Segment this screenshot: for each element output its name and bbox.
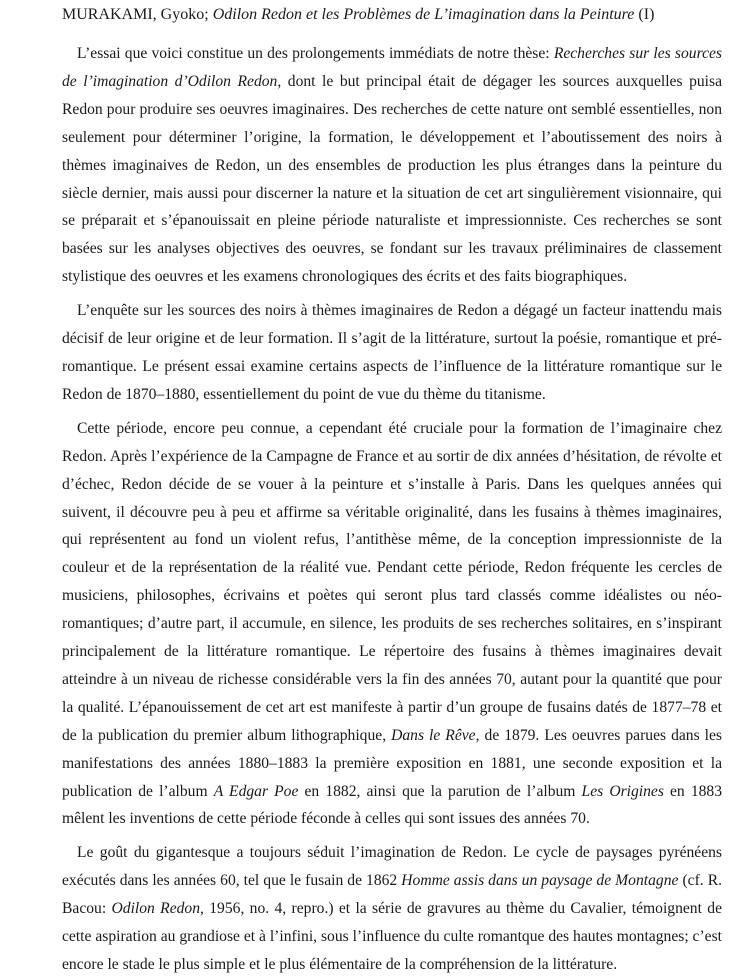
p1-text-a: L’essai que voici constitue un des prolongements immédiats de notre thèse: [77,45,554,62]
p2-text: L’enquête sur les sources des noirs à thèmes imaginaires de Redon a dégagé un facteur inattendu mais décisif de leur origine et de leur formation. Il s’agit de la littérature, surtout la poésie, romantique et pré-romantique. Le présent essai examine certains aspects de l’influence de la littérature romantique sur le Redon de 1870–1880, essentiellement du point de vue du thème du titanisme. [62,302,722,403]
paragraph-3 [62,415,722,834]
p3-text-e: en 1882, ainsi que la parution de l’album [298,782,582,800]
p4-text-e: , 1956, no. 4, repro.) et la série de gravures au thème du Cavalier, témoignent de cette aspiration au grandiose et à l’infini, sous l’influence du culte romantque des hautes montagnes; c’est encore le stade le plus simple et le plus élémentaire de la compréhension de la littérature. [62,900,722,973]
p4-book-title: Odilon Redon [111,900,201,918]
paragraph-2 [62,297,722,409]
p1-thesis-title: Recherches sur les sources de l’imagination d’Odilon Redon [62,45,722,90]
p4-text-c: (cf. R. Bacou: [62,872,722,918]
header-author: MURAKAMI, Gyoko [62,6,205,23]
p3-text-a: Cette période, encore peu connue, a cependant été cruciale pour la formation de l’imaginaire chez Redon. Après l’expérience de la Campagne de France et au sortir de dix années d’hésitation, de révolte et d’échec, Redon décide de se vouer à la peinture et s’installe à Paris. Dans les quelques années qui suivent, il découvre peu à peu et affirme sa véritable originalité, dans les fusains à thèmes imaginaires, qui représentent au fond un violent refus, l’antithèse même, de la conception impressionniste de la couleur et de la représentation de la réalité vue. Pendant cette période, Redon fréquente les cercles de musiciens, philosophes, écrivains et poètes qui seront plus tard classés comme idéalistes ou néo-romantiques; d’autre part, il accumule, en silence, les produits de ses recherches solitaires, en s’inspirant principalement de la littérature romantique. Le répertoire des fusains à thèmes imaginaires devait atteindre à un niveau de richesse considérable vers la fin des années 70, autant pour la quantité que pour la qualité. L’épanouissement de cet art est manifeste à partir d’un groupe de fusains datés de 1877–78 et de la publication du premier album lithographique, [62,419,722,744]
p3-album-les-origines: Les Origines [581,782,664,800]
p4-artwork-title: Homme assis dans un paysage de Montagne [401,872,679,890]
p3-text-g: en 1883 mêlent les inventions de cette période féconde à celles qui sont issues des années 70. [62,782,723,828]
paragraph-1 [62,40,722,291]
header-title: Odilon Redon et les Problèmes de L’imagination dans la Peinture [212,6,635,23]
running-header [62,4,722,26]
header-separator: ; [204,6,213,23]
p4-text-a: Le goût du gigantesque a toujours séduit l’imagination de Redon. Le cycle de paysages pyrénéens exécutés dans les années 60, tel que le fusain de 1862 [62,844,722,890]
article-body [62,40,722,979]
p3-album-dans-le-reve: Dans le Rêve [391,726,476,744]
header-part: (I) [634,6,655,23]
p1-text-c: , dont le but principal était de dégager les sources auxquelles puisa Redon pour produire ses oeuvres imaginaires. Des recherches de cette nature ont semblé essentielles, non seulement pour déterminer l’origine, la formation, le développement et l’aboutissement des noirs à thèmes imaginaives de Redon, un des ensembles de production les plus étranges dans la peinture du siècle dernier, mais aussi pour discerner la nature et la situation de cet art singulièrement visionnaire, qui se préparait et s’épanouissait en pleine période naturaliste et impressionniste. Ces recherches se sont basées sur les analyses objectives des oeuvres, se fondant sur les travaux préliminaires de classement stylistique des oeuvres et les examens chronologiques des écrits et des faits biographiques. [62,72,722,286]
p3-text-c: , de 1879. Les oeuvres parues dans les manifestations des années 1880–1883 la première exposition en 1881, une seconde exposition et la publication de l’album [62,726,722,800]
paragraph-4 [62,839,722,979]
p3-album-edgar-poe: A Edgar Poe [213,782,299,800]
